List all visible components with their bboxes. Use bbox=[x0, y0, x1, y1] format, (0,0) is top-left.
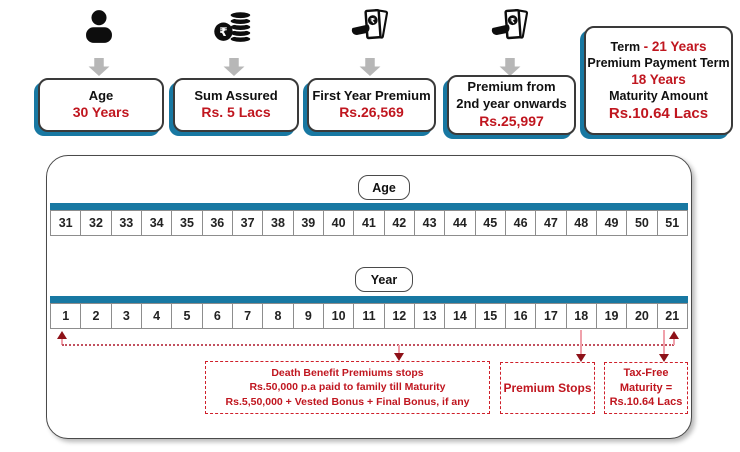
year-cell: 19 bbox=[596, 303, 627, 329]
year-cell: 20 bbox=[626, 303, 657, 329]
age-card bbox=[38, 78, 164, 132]
age-cell: 45 bbox=[475, 210, 506, 236]
svg-text:₹: ₹ bbox=[509, 16, 516, 26]
age-cell: 39 bbox=[293, 210, 324, 236]
maturity-label: Maturity Amount bbox=[609, 89, 708, 104]
age-card-value: 30 Years bbox=[72, 104, 130, 121]
down-arrow-icon bbox=[87, 58, 111, 77]
age-cell: 32 bbox=[80, 210, 111, 236]
year-cell: 18 bbox=[566, 303, 597, 329]
year-cell: 21 bbox=[657, 303, 688, 329]
age-axis-label: Age bbox=[358, 175, 410, 200]
age-axis-bar bbox=[50, 203, 688, 210]
year-cell: 12 bbox=[384, 303, 415, 329]
first-premium-value: Rs.26,569 bbox=[339, 104, 404, 121]
death-benefit-line-1: Death Benefit Premiums stops bbox=[271, 367, 424, 380]
rupee-coins-icon bbox=[211, 4, 257, 52]
maturity-down-arrow bbox=[659, 354, 669, 362]
age-cell: 42 bbox=[384, 210, 415, 236]
age-cell: 38 bbox=[262, 210, 293, 236]
icon-stack-sum-assured bbox=[173, 4, 295, 77]
year-cell: 11 bbox=[353, 303, 384, 329]
age-cell: 40 bbox=[323, 210, 354, 236]
renewal-premium-label-1: Premium from bbox=[467, 79, 556, 95]
year-cell: 17 bbox=[535, 303, 566, 329]
first-premium-label: First Year Premium bbox=[312, 87, 431, 103]
year-cell: 5 bbox=[171, 303, 202, 329]
premium-stops-down-arrow bbox=[576, 354, 586, 362]
hand-money-icon bbox=[489, 4, 531, 52]
term-value: - 21 Years bbox=[643, 38, 707, 54]
tax-free-maturity-note bbox=[604, 362, 688, 414]
renewal-premium-label-2: 2nd year onwards bbox=[456, 96, 567, 112]
age-cell: 47 bbox=[535, 210, 566, 236]
first-premium-card bbox=[307, 78, 436, 132]
renewal-premium-value: Rs.25,997 bbox=[479, 112, 544, 129]
age-row bbox=[50, 210, 688, 236]
premium-stops-text: Premium Stops bbox=[503, 380, 592, 395]
age-card-label: Age bbox=[88, 87, 114, 103]
age-cell: 31 bbox=[50, 210, 81, 236]
icon-stack-age bbox=[38, 4, 160, 77]
age-cell: 46 bbox=[505, 210, 536, 236]
term-label: Term bbox=[610, 39, 641, 54]
person-icon bbox=[78, 4, 120, 52]
down-arrow-icon bbox=[358, 58, 382, 77]
year-cell: 10 bbox=[323, 303, 354, 329]
year-cell: 14 bbox=[444, 303, 475, 329]
age-cell: 50 bbox=[626, 210, 657, 236]
icon-stack-renewal-premium bbox=[447, 4, 572, 77]
age-cell: 33 bbox=[111, 210, 142, 236]
summary-card bbox=[584, 26, 733, 135]
age-cell: 34 bbox=[141, 210, 172, 236]
premium-stops-note bbox=[500, 362, 595, 414]
age-cell: 49 bbox=[596, 210, 627, 236]
year-cell: 16 bbox=[505, 303, 536, 329]
tax-free-line-3: Rs.10.64 Lacs bbox=[609, 396, 683, 409]
year-cell: 7 bbox=[232, 303, 263, 329]
svg-text:₹: ₹ bbox=[369, 16, 376, 26]
year-cell: 1 bbox=[50, 303, 81, 329]
year-axis-bar bbox=[50, 296, 688, 303]
age-cell: 51 bbox=[657, 210, 688, 236]
hand-money-icon bbox=[349, 4, 391, 52]
sum-assured-value: Rs. 5 Lacs bbox=[201, 104, 271, 121]
svg-text:₹: ₹ bbox=[219, 24, 228, 39]
year-row bbox=[50, 303, 688, 329]
maturity-value: Rs.10.64 Lacs bbox=[608, 105, 709, 123]
tax-free-line-2: Maturity = bbox=[619, 381, 673, 394]
year-cell: 4 bbox=[141, 303, 172, 329]
year-cell: 9 bbox=[293, 303, 324, 329]
death-benefit-line-2: Rs.50,000 p.a paid to family till Maturity bbox=[249, 381, 446, 394]
year1-up-arrow bbox=[57, 331, 67, 339]
renewal-premium-card bbox=[447, 75, 576, 135]
premium-stops-stem bbox=[580, 330, 582, 356]
sum-assured-label: Sum Assured bbox=[194, 87, 278, 103]
death-benefit-down-arrow bbox=[394, 353, 404, 361]
year-cell: 6 bbox=[202, 303, 233, 329]
year-cell: 13 bbox=[414, 303, 445, 329]
age-cell: 43 bbox=[414, 210, 445, 236]
icon-stack-first-premium bbox=[307, 4, 432, 77]
age-cell: 41 bbox=[353, 210, 384, 236]
year-cell: 2 bbox=[80, 303, 111, 329]
year-cell: 15 bbox=[475, 303, 506, 329]
year-cell: 8 bbox=[262, 303, 293, 329]
age-cell: 48 bbox=[566, 210, 597, 236]
ppt-value: 18 Years bbox=[631, 71, 686, 87]
ppt-label: Premium Payment Term bbox=[587, 55, 730, 70]
down-arrow-icon bbox=[222, 58, 246, 77]
year21-arrow-stem bbox=[673, 338, 675, 345]
year21-up-arrow bbox=[669, 331, 679, 339]
maturity-stem bbox=[663, 330, 665, 356]
death-benefit-line-3: Rs.5,50,000 + Vested Bonus + Final Bonus, if any bbox=[225, 395, 470, 408]
age-cell: 37 bbox=[232, 210, 263, 236]
term-line bbox=[611, 38, 707, 55]
year-axis-label: Year bbox=[355, 267, 413, 292]
age-cell: 36 bbox=[202, 210, 233, 236]
year-cell: 3 bbox=[111, 303, 142, 329]
timeline-dotted-connector bbox=[62, 344, 674, 346]
sum-assured-card bbox=[173, 78, 299, 132]
age-cell: 35 bbox=[171, 210, 202, 236]
tax-free-line-1: Tax-Free bbox=[623, 366, 669, 379]
death-benefit-note bbox=[205, 361, 490, 414]
age-cell: 44 bbox=[444, 210, 475, 236]
